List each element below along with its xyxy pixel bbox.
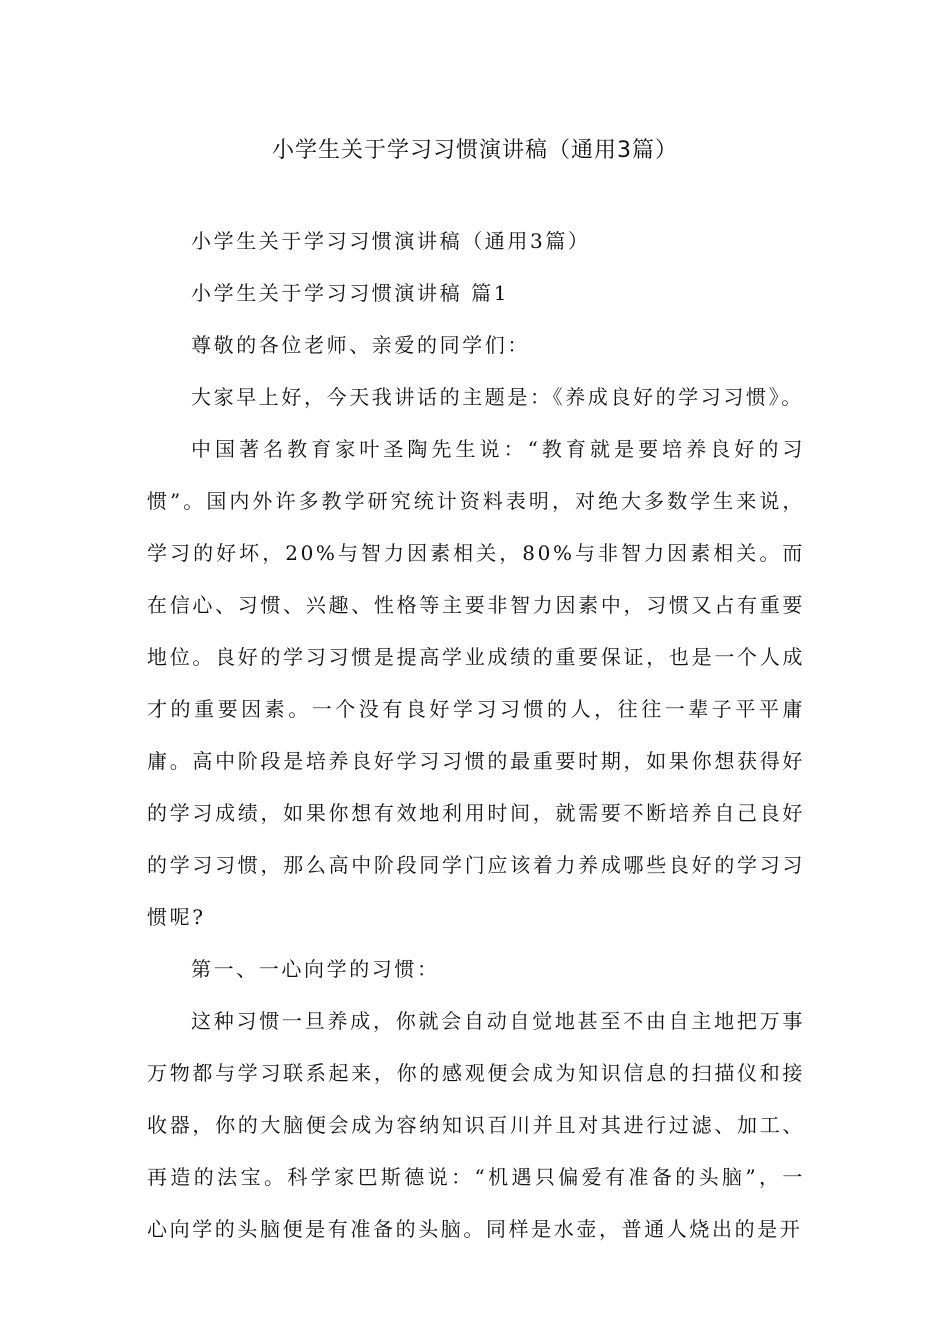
paragraph-repeat-title: 小学生关于学习习惯演讲稿（通用3篇） [191, 229, 591, 253]
paragraph-section-heading: 小学生关于学习习惯演讲稿 篇1 [191, 281, 510, 305]
paragraph-body: 中国著名教育家叶圣陶先生说：“教育就是要培养良好的习惯”。国内外许多教学研究统计资料表明，对绝大多数学生来说，学习的好坏，20%与智力因素相关，80%与非智力因素相关。而在信心、习惯、兴趣、性格等主要非智力因素中，习惯又占有重要地位。良好的学习习惯是提高学业成绩的重要保证，也是一个人成才的重要因素。一个没有良好学习习惯的人，往往一辈子平平庸庸。高中阶段是培养良好学习习惯的最重要时期，如果你想获得好的学习成绩，如果你想有效地利用时间，就需要不断培养自己良好的学习习惯，那么高中阶段同学门应该着力养成哪些良好的学习习惯呢? [147, 437, 805, 929]
document-title: 小学生关于学习习惯演讲稿（通用3篇） [272, 138, 678, 163]
paragraph-body: 这种习惯一旦养成，你就会自动自觉地甚至不由自主地把万事万物都与学习联系起来，你的感观便会成为知识信息的扫描仪和接收器，你的大脑便会成为容纳知识百川并且对其进行过滤、加工、再造的法宝。科学家巴斯德说：“机遇只偏爱有准备的头脑”，一心向学的头脑便是有准备的头脑。同样是水壶，普通人烧出的是开 [147, 1009, 805, 1241]
paragraph-greeting: 大家早上好，今天我讲话的主题是：《养成良好的学习习惯》。 [191, 385, 804, 409]
paragraph-subheading: 第一、一心向学的习惯： [191, 957, 440, 981]
paragraph-salutation: 尊敬的各位老师、亲爱的同学们： [191, 333, 530, 357]
document-body [147, 215, 805, 1255]
